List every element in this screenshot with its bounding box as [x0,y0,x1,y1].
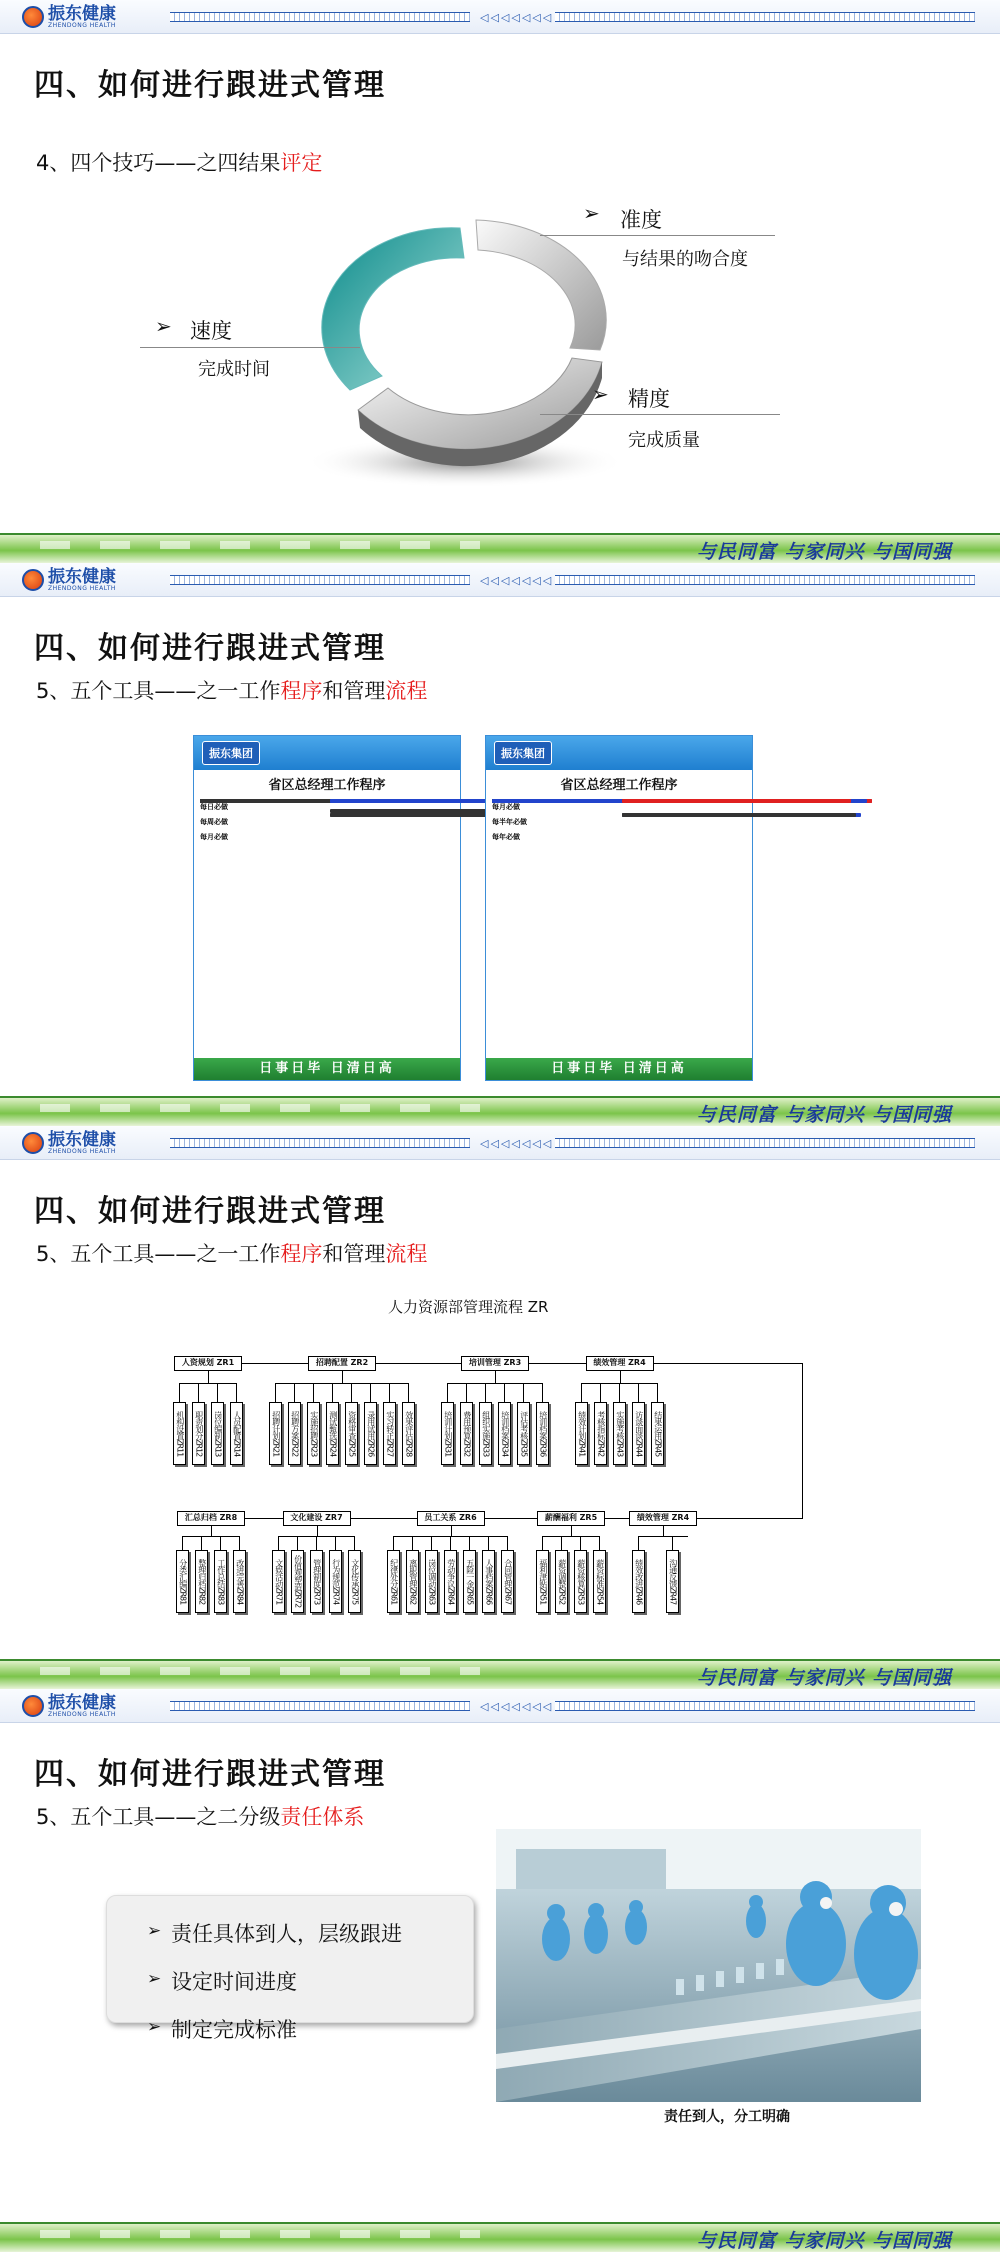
arrow-icon: ➢ [147,1921,162,1941]
divider [140,347,360,348]
flow-title: 人力资源部管理流程 ZR [388,1298,549,1316]
ring-segment-speed [322,228,464,390]
photo-caption: 责任到人，分工明确 [664,2109,790,2125]
connector-line [431,1536,432,1550]
arrow-icon: ➢ [147,1969,162,1989]
footer-stripe [40,1667,480,1675]
process-step-box: 培训计划ZR31 [441,1402,454,1465]
process-step-box: 岗位编制ZR13 [211,1402,224,1465]
process-group-box: 培训管理 ZR3 [461,1356,529,1371]
process-step-box: 离职管理ZR62 [406,1550,419,1613]
subtitle-text: 4、四个技巧——之四结果 [36,151,281,175]
connector-line [523,1383,524,1402]
process-step-box: 培训档案ZR36 [536,1402,549,1465]
process-step-box: 整理归档ZR82 [195,1550,208,1613]
slide-footer [0,2222,1000,2252]
connector-line [211,1526,212,1536]
speed-label: 速度 [190,319,232,343]
bullet-item: 制定完成标准 [171,2018,297,2042]
process-step-box: 岗位调动ZR63 [425,1550,438,1613]
connector-line [619,1383,620,1402]
process-step-box: 文娱活动ZR71 [272,1550,285,1613]
speed-desc: 完成时间 [198,359,270,380]
connector-line [447,1383,543,1384]
connector-line [599,1536,600,1550]
header-strip [555,12,975,22]
process-group-box: 人资规划 ZR1 [174,1356,242,1371]
connector-line [335,1536,336,1550]
process-step-box: 访谈面谈ZR44 [632,1402,645,1465]
arrow-icon: ➢ [583,201,600,225]
bullet-card [106,1895,474,2042]
header-strip [555,575,975,585]
connector-line [581,1383,582,1402]
subtitle-highlight: 程序 [280,679,323,703]
slide-header [0,0,1000,34]
connector-line [580,1536,581,1550]
slide-footer [0,533,1000,563]
connector-line [495,1371,496,1383]
panel-heading: 每月必做 [492,803,520,811]
process-step-box: 工作总结ZR83 [214,1550,227,1613]
connector-line [182,1536,183,1550]
process-group-box: 员工关系 ZR6 [417,1511,485,1526]
header-dots: ◁◁◁◁◁◁◁ [480,1700,554,1713]
process-step-box: 招聘方案ZR22 [288,1402,301,1465]
connector-line [313,1383,314,1402]
connector-line [654,1363,803,1364]
process-step-box: 薪资核算ZR53 [574,1550,587,1613]
subtitle-highlight: 评定 [280,151,323,175]
footer-stripe [40,1104,480,1112]
process-group-box: 薪酬福利 ZR5 [537,1511,605,1526]
connector-line [485,1518,538,1519]
panel-title: 省区总经理工作程序 [268,778,386,793]
process-step-box: 沟通反馈ZR47 [666,1550,679,1613]
slide-subtitle [36,147,322,177]
connector-line [354,1536,355,1550]
process-step-box: 评估考核ZR35 [517,1402,530,1465]
connector-line [342,1371,343,1383]
process-step-box: 实习转正ZR27 [383,1402,396,1465]
connector-line [638,1536,639,1550]
panel-footer: 日事日毕 日清日高 [486,1058,752,1080]
process-step-box: 五险一金ZR65 [463,1550,476,1613]
arrow-icon: ➢ [147,2017,162,2037]
accuracy-desc: 与结果的吻合度 [622,249,748,270]
subtitle-highlight: 流程 [385,679,428,703]
process-step-box: 行为规范ZR74 [329,1550,342,1613]
connector-line [638,1536,688,1537]
connector-line [297,1536,298,1550]
process-step-box: 录用试用ZR26 [364,1402,377,1465]
connector-line [469,1536,470,1550]
connector-line [275,1383,276,1402]
header-strip [170,12,470,22]
logo-mark-icon [22,1695,44,1717]
connector-line [332,1383,333,1402]
connector-line [542,1536,600,1537]
connector-line [485,1383,486,1402]
panel-footer: 日事日毕 日清日高 [194,1058,460,1080]
panel-logo: 振东集团 [494,741,552,765]
arrow-icon: ➢ [592,382,609,406]
connector-line [447,1383,448,1402]
panel-column [492,799,616,842]
panel-column [622,799,746,842]
subtitle-highlight: 责任体系 [280,1805,365,1829]
logo-en-text: ZHENDONG HEALTH [48,1147,116,1155]
slide-1 [0,0,1000,563]
connector-line [571,1526,572,1536]
connector-line [663,1526,664,1536]
subtitle-text: 和管理 [322,1242,386,1266]
process-step-box: 机构设置ZR11 [173,1402,186,1465]
subtitle-text: 5、五个工具——之二分级 [36,1805,281,1829]
slide-footer [0,1659,1000,1689]
footer-motto: 与民同富 与家同兴 与国同强 [696,541,952,563]
connector-line [504,1383,505,1402]
process-step-box: 薪资标准ZR54 [593,1550,606,1613]
panel-column [200,799,324,842]
process-step-box: 结果运用ZR45 [651,1402,664,1465]
process-step-box: 改进完善ZR84 [233,1550,246,1613]
connector-line [198,1383,199,1402]
process-group-box: 绩效管理 ZR4 [586,1356,654,1371]
connector-line [294,1383,295,1402]
connector-line [389,1383,390,1402]
brand-logo [22,1693,116,1719]
process-step-box: 测试甄选ZR24 [326,1402,339,1465]
slide-3 [0,1126,1000,1689]
connector-line [600,1383,601,1402]
logo-text: 振东健康 [48,1692,116,1713]
connector-line [672,1536,673,1550]
process-step-box: 薪资调整ZR52 [555,1550,568,1613]
slide-subtitle [36,1801,364,1831]
process-step-box: 福利津贴ZR51 [536,1550,549,1613]
footer-motto: 与民同富 与家同兴 与国同强 [696,1667,952,1689]
connector-line [802,1363,803,1518]
hr-process-flowchart [0,1126,1000,1689]
connector-line [620,1371,621,1383]
precision-label: 精度 [628,387,670,411]
connector-line [561,1536,562,1550]
connector-line [245,1518,283,1519]
connector-line [316,1536,317,1550]
connector-line [638,1383,639,1402]
connector-line [182,1536,240,1537]
panel-heading: 每周必做 [200,818,228,826]
brand-logo [22,567,116,593]
logo-mark-icon [22,569,44,591]
process-step-box: 绩效计划ZR41 [575,1402,588,1465]
process-step-box: 实施考核ZR43 [613,1402,626,1465]
panel-header [486,736,752,770]
header-strip [170,1701,470,1711]
header-dots: ◁◁◁◁◁◁◁ [480,11,554,24]
process-step-box: 纪律处分ZR61 [387,1550,400,1613]
process-step-box: 职责划分ZR12 [192,1402,205,1465]
factory-photo-image [496,1829,921,2102]
procedure-panel [485,735,753,1081]
arrow-icon: ➢ [155,314,172,338]
connector-line [242,1363,308,1364]
slide-header [0,1689,1000,1723]
header-strip [170,575,470,585]
process-group-box: 文化建设 ZR7 [283,1511,351,1526]
connector-line [466,1383,467,1402]
footer-motto: 与民同富 与家同兴 与国同强 [696,2230,952,2252]
process-step-box: 实施招聘ZR23 [307,1402,320,1465]
panel-body [486,799,752,842]
divider [540,235,775,236]
page-title: 四、如何进行跟进式管理 [34,1757,386,1792]
ring-segment-accuracy [476,220,606,350]
connector-line [179,1383,180,1402]
process-step-box: 费用预算ZR32 [460,1402,473,1465]
process-step-box: 绩效改进ZR46 [632,1550,645,1613]
process-step-box: 人员配置ZR14 [230,1402,243,1465]
connector-line [450,1536,451,1550]
page-title: 四、如何进行跟进式管理 [34,631,386,666]
panel-heading: 每半年必做 [492,818,527,826]
logo-mark-icon [22,6,44,28]
connector-line [208,1371,209,1383]
brand-logo [22,4,116,30]
ring-diagram [280,180,640,500]
page-title: 四、如何进行跟进式管理 [34,68,386,103]
connector-line [179,1383,237,1384]
connector-line [239,1536,240,1550]
subtitle-highlight: 程序 [280,1242,323,1266]
subtitle-highlight: 流程 [385,1242,428,1266]
panel-title: 省区总经理工作程序 [560,778,678,793]
page-title: 四、如何进行跟进式管理 [34,1194,386,1229]
panel-body [194,799,460,842]
connector-line [697,1518,803,1519]
footer-stripe [40,2230,480,2238]
process-step-box: 考核指标ZR42 [594,1402,607,1465]
connector-line [451,1526,452,1536]
connector-line [488,1536,489,1550]
subtitle-text: 5、五个工具——之一工作 [36,679,281,703]
precision-desc: 完成质量 [628,430,700,451]
bullet-item: 责任具体到人，层级跟进 [171,1922,402,1946]
process-step-box: 管理制度ZR73 [310,1550,323,1613]
bullet-item: 设定时间进度 [171,1970,297,1994]
process-step-box: 培训档案ZR34 [498,1402,511,1465]
connector-line [507,1536,508,1550]
process-group-box: 绩效管理 ZR4 [629,1511,697,1526]
header-dots: ◁◁◁◁◁◁◁ [480,574,554,587]
header-strip [555,1701,975,1711]
slide-header [0,563,1000,597]
panel-logo: 振东集团 [202,741,260,765]
process-group-box: 汇总归档 ZR8 [177,1511,245,1526]
panel-header [194,736,460,770]
connector-line [657,1383,658,1402]
logo-text: 振东健康 [48,1129,116,1150]
factory-photo [496,1829,921,2102]
footer-stripe [40,541,480,549]
connector-line [317,1526,318,1536]
connector-line [542,1536,543,1550]
connector-line [376,1363,461,1364]
process-step-box: 资格审查ZR25 [345,1402,358,1465]
process-step-box: 效果评估ZR28 [402,1402,415,1465]
connector-line [529,1363,586,1364]
subtitle-text: 5、五个工具——之一工作 [36,1242,281,1266]
footer-motto: 与民同富 与家同兴 与国同强 [696,1104,952,1126]
process-step-box: 价值观塑造ZR72 [291,1550,304,1613]
process-step-box: 分类汇编ZR81 [176,1550,189,1613]
logo-text: 振东健康 [48,566,116,587]
slide-subtitle [36,675,427,705]
subtitle-text: 和管理 [322,679,386,703]
connector-line [408,1383,409,1402]
panel-heading: 每日必做 [200,803,228,811]
connector-line [217,1383,218,1402]
connector-line [220,1536,221,1550]
process-step-box: 劳动争议ZR64 [444,1550,457,1613]
process-step-box: 招聘计划ZR21 [269,1402,282,1465]
accuracy-label: 准度 [620,208,662,232]
process-step-box: 组织实施ZR33 [479,1402,492,1465]
connector-line [201,1536,202,1550]
logo-en-text: ZHENDONG HEALTH [48,21,116,29]
connector-line [542,1383,543,1402]
logo-text: 振东健康 [48,3,116,24]
connector-line [412,1536,413,1550]
connector-line [393,1536,394,1550]
process-group-box: 招聘配置 ZR2 [308,1356,376,1371]
panel-column [330,799,454,842]
logo-en-text: ZHENDONG HEALTH [48,584,116,592]
process-step-box: 人事档案ZR66 [482,1550,495,1613]
process-step-box: 文化传承ZR75 [348,1550,361,1613]
connector-line [351,1518,417,1519]
slide-footer [0,1096,1000,1126]
header-dots: ◁◁◁◁◁◁◁ [480,1137,554,1150]
logo-en-text: ZHENDONG HEALTH [48,1710,116,1718]
panel-heading: 每月必做 [200,833,228,841]
process-step-box: 合同管理ZR67 [501,1550,514,1613]
procedure-panel [193,735,461,1081]
divider [540,414,780,415]
connector-line [278,1536,279,1550]
connector-line [370,1383,371,1402]
panel-heading: 每年必做 [492,833,520,841]
connector-line [605,1518,629,1519]
connector-line [236,1383,237,1402]
connector-line [351,1383,352,1402]
